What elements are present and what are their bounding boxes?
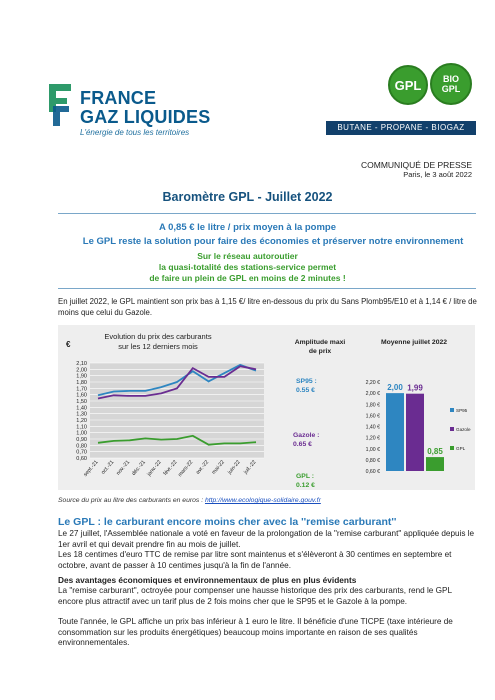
bar-y-tick-label: 0,80 € — [365, 457, 380, 464]
bar-value-label: 1,99 — [407, 383, 423, 393]
y-tick-label: 0,80 — [76, 443, 87, 450]
amplitude-gazole-value: 0.65 € — [293, 441, 312, 448]
logo-line-2: GAZ LIQUIDES — [80, 107, 211, 127]
legend-label: GPL — [456, 446, 466, 451]
x-tick-label: juin-22 — [226, 459, 242, 476]
bar-y-tick-label: 2,20 € — [365, 380, 380, 386]
chart-panel — [58, 325, 475, 490]
subtitle-price: A 0,85 € le litre / prix moyen à la pompe — [158, 222, 337, 233]
amplitude-title-1: Amplitude maxi — [294, 339, 346, 346]
x-tick-label: févr.-22 — [162, 459, 179, 477]
bar-chart — [366, 380, 471, 475]
gpl-badge: GPL — [388, 65, 428, 105]
section2-heading: Des avantages économiques et environnementaux de plus en plus évidents — [58, 575, 357, 585]
y-tick-label: 1,30 — [76, 411, 87, 418]
bar-value-label: 0,85 — [427, 447, 443, 457]
intro-paragraph: En juillet 2022, le GPL maintient son prix bas à 1,15 €/ litre en-dessous du prix du Sans Plomb95/E10 et à 1,14 € / litre de moins que celui du Gazole. — [58, 297, 477, 317]
line-chart-ylabel: € — [66, 340, 71, 349]
highway-line-1: Sur le réseau autoroutier — [197, 251, 298, 261]
y-tick-label: 1,10 — [76, 424, 87, 431]
energy-bar: BUTANE - PROPANE - BIOGAZ — [326, 121, 476, 135]
section1-paragraph-2: Les 18 centimes d'euro TTC de remise par litre sont maintenus et s'élèveront à 30 centimes en septembre et octobre, avant de passer à 10 centimes jusqu'à la fin de l'année. — [58, 550, 452, 570]
y-tick-label: 1,70 — [76, 386, 87, 393]
x-tick-label: janv.-22 — [146, 459, 163, 478]
bar-y-tick-label: 1,80 € — [365, 402, 380, 409]
highway-line-3: de faire un plein de GPL en moins de 2 minutes ! — [149, 273, 346, 283]
source-text: Source du prix au litre des carburants en euros : — [58, 497, 205, 504]
section1-paragraph-1: Le 27 juillet, l'Assemblée nationale a voté en faveur de la prolongation de la "remise carburant" appliquée depuis le 1er avril et qui devait prendre fin au mois de juillet. — [58, 529, 475, 549]
charts-svg — [58, 325, 475, 490]
x-tick-label: déc.-21 — [130, 459, 147, 477]
press-header — [361, 160, 472, 179]
bar-chart-title: Moyenne juillet 2022 — [380, 339, 448, 346]
page-title: Baromètre GPL - Juillet 2022 — [162, 190, 333, 204]
section2-paragraph-2: Toute l'année, le GPL affiche un prix bas inférieur à 1 euro le litre. Il bénéficie d'une TICPE (taxe intérieure de consommation sur les produits énergétiques) beaucoup moins importante en raison de ses qualités environnementales. — [58, 617, 453, 647]
bar-y-tick-label: 1,40 € — [365, 424, 380, 431]
logo-line-1: FRANCE — [80, 88, 157, 108]
x-tick-label: nov.-21 — [115, 459, 132, 477]
amplitude-sp95-value: 0.55 € — [296, 387, 315, 394]
y-tick-label: 1,20 — [76, 418, 87, 424]
x-tick-label: sept.-21 — [82, 459, 100, 478]
line-chart — [76, 361, 264, 478]
bar-y-tick-label: 1,20 € — [365, 435, 380, 442]
source-link[interactable]: http://www.ecologique-solidaire.gouv.fr — [204, 497, 321, 504]
bar-y-tick-label: 1,60 € — [365, 413, 380, 420]
bar-y-tick-label: 0,60 € — [365, 469, 380, 475]
x-tick-label: oct.-21 — [100, 459, 116, 476]
y-tick-label: 0,70 — [76, 449, 87, 456]
bar-value-label: 2,00 — [387, 383, 403, 393]
bar-gazole — [406, 394, 424, 471]
amplitude-gpl-label: GPL : — [296, 473, 315, 480]
line-chart-title-1: Evolution du prix des carburants — [104, 332, 212, 341]
amplitude-gpl-value: 0.12 € — [296, 482, 315, 489]
y-tick-label: 0,60 — [76, 456, 87, 462]
amplitude-gazole-label: Gazole : — [293, 432, 320, 439]
x-tick-label: avr.-22 — [195, 459, 211, 476]
bar-y-tick-label: 1,00 € — [365, 446, 380, 453]
legend-swatch — [450, 427, 454, 431]
section2-paragraph-1: La "remise carburant", octroyée pour compenser une hausse historique des prix des carburants, rend le GPL encore plus attractif avec un tarif plus de 2 fois moins cher que le SP95 et le Gazole à la pompe. — [58, 586, 452, 606]
highway-line-2: la quasi-totalité des stations-service permet — [158, 262, 337, 272]
x-tick-label: juil.-22 — [242, 459, 258, 476]
bar-sp95 — [386, 393, 404, 471]
france-gaz-liquides-logo-icon — [45, 82, 75, 128]
y-tick-label: 1,00 — [76, 430, 87, 437]
y-tick-label: 1,90 — [76, 373, 87, 380]
legend-swatch — [450, 446, 454, 450]
legend-label: Gazole — [456, 427, 471, 432]
x-tick-label: mai-22 — [210, 459, 226, 476]
y-tick-label: 1,50 — [76, 399, 87, 405]
press-label: COMMUNIQUÉ DE PRESSE — [361, 160, 472, 170]
y-tick-label: 2,10 — [76, 361, 87, 367]
y-tick-label: 0,90 — [76, 437, 87, 443]
source-line — [58, 497, 321, 504]
title-divider — [58, 213, 476, 214]
legend-swatch — [450, 408, 454, 412]
line-chart-title-2: sur les 12 derniers mois — [118, 342, 198, 351]
biogpl-badge: BIO GPL — [430, 63, 472, 105]
y-tick-label: 1,40 — [76, 405, 87, 412]
y-tick-label: 1,80 — [76, 380, 87, 386]
section1-heading: Le GPL : le carburant encore moins cher avec la ''remise carburant'' — [58, 516, 397, 528]
subtitle-solution: Le GPL reste la solution pour faire des économies et préserver notre environnement — [82, 236, 464, 247]
x-tick-label: mars-22 — [177, 459, 195, 479]
intro-divider — [58, 288, 476, 289]
amplitude-sp95-label: SP95 : — [296, 378, 317, 385]
bar-y-tick-label: 2,00 € — [365, 391, 380, 398]
legend-label: SP95 — [456, 408, 468, 413]
press-date: Paris, le 3 août 2022 — [403, 170, 472, 179]
amplitude-title-2: de prix — [308, 348, 332, 355]
y-tick-label: 1,60 — [76, 392, 87, 399]
y-tick-label: 2,00 — [76, 367, 87, 374]
logo-tagline: L'énergie de tous les territoires — [80, 128, 190, 137]
bar-gpl — [426, 457, 444, 471]
